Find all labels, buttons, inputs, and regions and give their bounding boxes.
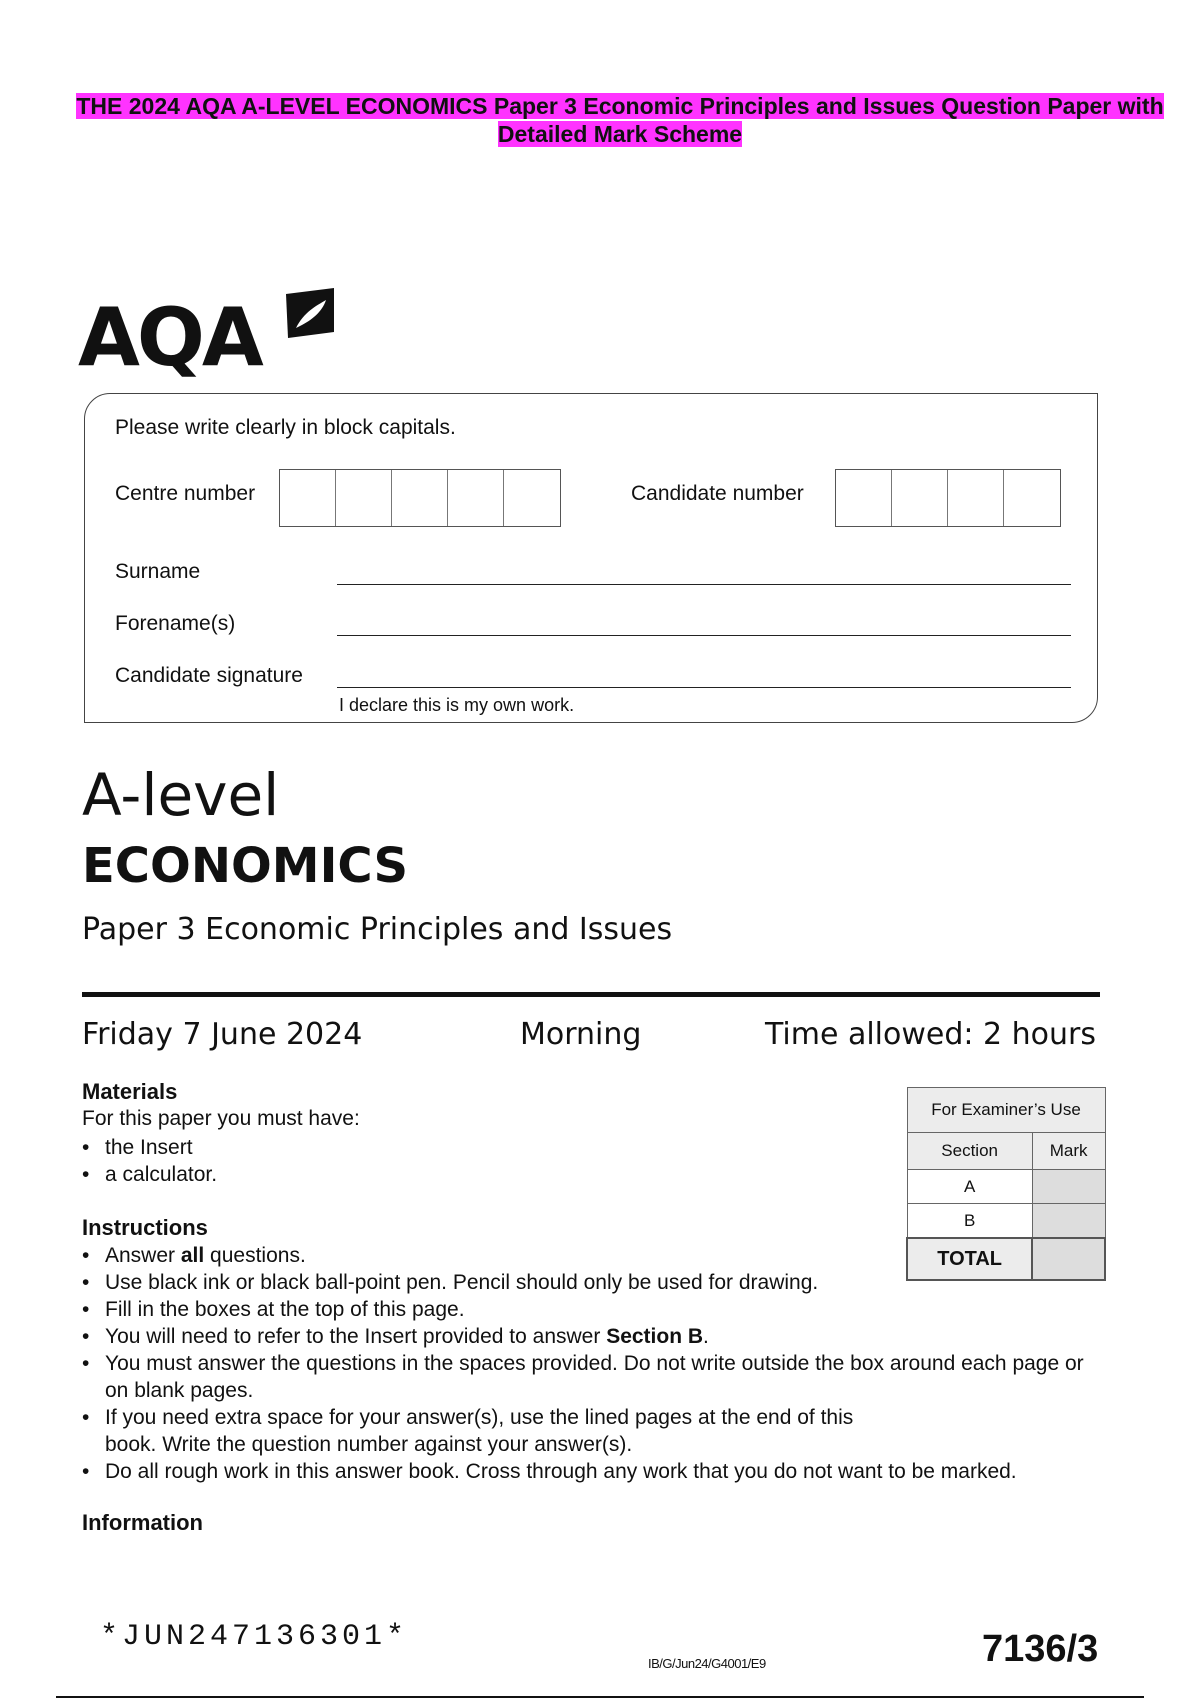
mark-cell [1032, 1204, 1105, 1239]
list-item [82, 1269, 1082, 1296]
instruction-text: You must answer the questions in the spaces provided. Do not write outside the box around each page or on blank pages. [105, 1352, 1084, 1402]
instructions-heading: Instructions [82, 1215, 208, 1240]
list-item: • the Insert [82, 1134, 217, 1161]
forename-field[interactable] [337, 635, 1071, 636]
instruction-text: questions. [204, 1244, 306, 1267]
candidate-number-digit[interactable] [948, 470, 1004, 526]
instruction-text: Fill in the boxes at the top of this page. [105, 1298, 465, 1321]
candidate-number-digit[interactable] [1004, 470, 1060, 526]
paper-code: 7136/3 [982, 1628, 1099, 1670]
banner-text: THE 2024 AQA A-LEVEL ECONOMICS Paper 3 Economic Principles and Issues Question Paper with Detailed Mark Scheme [76, 93, 1164, 147]
list-item [82, 1458, 1082, 1485]
list-item [82, 1242, 1082, 1269]
surname-label: Surname [115, 560, 201, 583]
candidate-number-label: Candidate number [631, 482, 804, 505]
barcode: *JUN247136301* [100, 1620, 409, 1654]
paper-title: Paper 3 Economic Principles and Issues [82, 912, 673, 947]
aqa-logo-mark-icon [282, 286, 338, 342]
list-item [82, 1323, 1082, 1350]
document-banner [60, 92, 1180, 148]
centre-number-digit[interactable] [504, 470, 560, 526]
mark-column-header: Mark [1032, 1133, 1105, 1170]
section-label: A [907, 1170, 1032, 1204]
total-label: TOTAL [907, 1238, 1032, 1280]
list-item: • a calculator. [82, 1161, 217, 1188]
forename-label: Forename(s) [115, 612, 236, 635]
centre-number-digit[interactable] [336, 470, 392, 526]
section-column-header: Section [907, 1133, 1032, 1170]
centre-number-digit[interactable] [448, 470, 504, 526]
instruction-text: Answer [105, 1244, 181, 1267]
centre-number-digit[interactable] [280, 470, 336, 526]
candidate-number-digit[interactable] [836, 470, 892, 526]
materials-intro: For this paper you must have: [82, 1107, 360, 1130]
candidate-number-digit[interactable] [892, 470, 948, 526]
block-capitals-instruction: Please write clearly in block capitals. [115, 416, 456, 439]
signature-label: Candidate signature [115, 664, 303, 687]
section-label: B [907, 1204, 1032, 1239]
centre-number-boxes[interactable] [279, 469, 561, 527]
declaration-text: I declare this is my own work. [339, 695, 575, 715]
subject-title: ECONOMICS [82, 838, 409, 894]
instruction-emphasis: all [180, 1244, 205, 1267]
list-item [82, 1296, 1082, 1323]
time-allowed: Time allowed: 2 hours [764, 1017, 1096, 1052]
instruction-text: Do all rough work in this answer book. Cross through any work that you do not want to be marked. [105, 1460, 1017, 1483]
materials-list [82, 1134, 217, 1188]
exam-date: Friday 7 June 2024 [82, 1017, 363, 1052]
surname-field[interactable] [337, 584, 1071, 585]
title-divider [82, 992, 1100, 997]
mark-cell [1032, 1170, 1105, 1204]
aqa-logo-text: AQA [78, 291, 261, 384]
exam-session: Morning [520, 1017, 642, 1052]
list-item [82, 1350, 1085, 1404]
instruction-text: If you need extra space for your answer(s), use the lined pages at the end of this book. Write the question number against your answer(s). [105, 1406, 854, 1456]
centre-number-label: Centre number [115, 482, 256, 505]
examiner-table-title: For Examiner’s Use [907, 1088, 1105, 1133]
candidate-details-box [84, 393, 1098, 723]
instruction-text: Use black ink or black ball-point pen. Pencil should only be used for drawing. [105, 1271, 819, 1294]
qualification-level: A-level [82, 761, 280, 829]
candidate-number-boxes[interactable] [835, 469, 1061, 527]
instruction-text: . [703, 1325, 709, 1348]
information-heading: Information [82, 1510, 203, 1535]
instruction-emphasis: Section B [606, 1325, 704, 1348]
list-item [82, 1404, 905, 1458]
document-reference: IB/G/Jun24/G4001/E9 [648, 1656, 766, 1671]
instructions-list [82, 1242, 1082, 1485]
instruction-text: You will need to refer to the Insert provided to answer [105, 1325, 607, 1348]
materials-heading: Materials [82, 1079, 178, 1104]
footer-divider [56, 1696, 1144, 1698]
centre-number-digit[interactable] [392, 470, 448, 526]
signature-field[interactable] [337, 687, 1071, 688]
